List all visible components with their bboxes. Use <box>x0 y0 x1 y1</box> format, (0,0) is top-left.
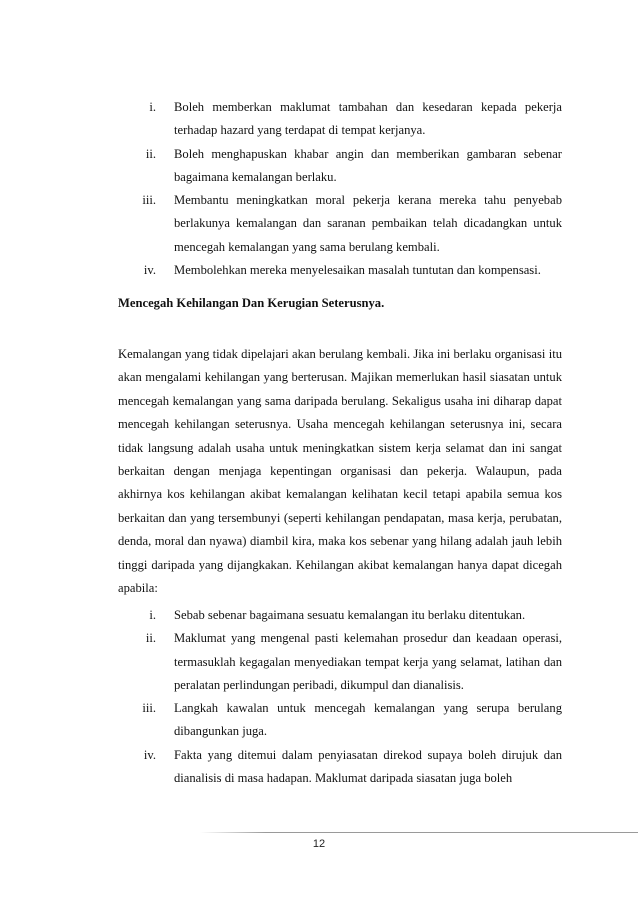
list-item <box>118 744 562 791</box>
list-item-text: Membantu meningkatkan moral pekerja kerana mereka tahu penyebab berlakunya kemalangan dan saranan pembaikan telah dicadangkan untuk mencegah kemalangan yang sama berulang kembali. <box>174 193 562 254</box>
conditions-list <box>118 604 562 790</box>
list-item <box>118 96 562 143</box>
list-item-number: iii. <box>142 193 156 208</box>
list-item-number: ii. <box>145 631 156 646</box>
list-item-number: i. <box>149 100 156 114</box>
list-item-text: Boleh memberkan maklumat tambahan dan kesedaran kepada pekerja terhadap hazard yang terdapat di tempat kerjanya. <box>174 100 562 138</box>
list-item <box>118 627 562 697</box>
list-item-text: Membolehkan mereka menyelesaikan masalah tuntutan dan kompensasi. <box>174 263 541 278</box>
list-item-text: Sebab sebenar bagaimana sesuatu kemalangan itu berlaku ditentukan. <box>174 608 526 622</box>
list-item <box>118 143 562 190</box>
body-paragraph: Kemalangan yang tidak dipelajari akan berulang kembali. Jika ini berlaku organisasi itu akan mengalami kehilangan yang berterusan. Majikan memerlukan hasil siasatan untuk mencegah kemalangan yang sama daripada berulang. Sekaligus usaha ini diharap dapat mencegah kehilangan seterusnya. Usaha mencegah kehilangan seterusnya ini, secara tidak langsung adalah usaha untuk meningkatkan sistem kerja selamat dan ini sangat berkaitan dengan menjaga kepentingan organisasi dan pekerja. Walaupun, pada akhirnya kos kehilangan akibat kemalangan kelihatan kecil tetapi apabila semua kos berkaitan dan yang tersembunyi (seperti kehilangan pendapatan, masa kerja, perubatan, denda, moral dan nyawa) diambil kira, maka kos sebenar yang hilang adalah jauh lebih tinggi daripada yang dijangkakan. Kehilangan akibat kemalangan hanya dapat dicegah apabila: <box>118 347 562 596</box>
page-number: 12 <box>312 838 326 850</box>
footer-divider <box>200 832 638 833</box>
list-item-text: Langkah kawalan untuk mencegah kemalangan yang serupa berulang dibangunkan juga. <box>174 701 562 739</box>
list-item-number: iv. <box>143 747 156 762</box>
list-item <box>118 189 562 259</box>
list-item <box>118 259 562 282</box>
list-item-number: i. <box>149 608 156 622</box>
list-item <box>118 604 562 627</box>
list-item-number: iv. <box>143 263 156 278</box>
list-item <box>118 697 562 744</box>
list-item-text: Maklumat yang mengenal pasti kelemahan prosedur dan keadaan operasi, termasuklah kegagalan menyediakan tempat kerja yang selamat, latihan dan peralatan perlindungan peribadi, dikumpul dan dianalisis. <box>174 631 562 692</box>
benefits-list <box>118 96 562 282</box>
list-item-number: iii. <box>142 701 156 716</box>
section-heading: Mencegah Kehilangan Dan Kerugian Seterusnya. <box>118 296 385 310</box>
list-item-text: Fakta yang ditemui dalam penyiasatan direkod supaya boleh dirujuk dan dianalisis di masa hadapan. Maklumat daripada siasatan juga boleh <box>174 747 562 786</box>
list-item-number: ii. <box>145 146 156 161</box>
list-item-text: Boleh menghapuskan khabar angin dan memberikan gambaran sebenar bagaimana kemalangan berlaku. <box>174 146 562 184</box>
